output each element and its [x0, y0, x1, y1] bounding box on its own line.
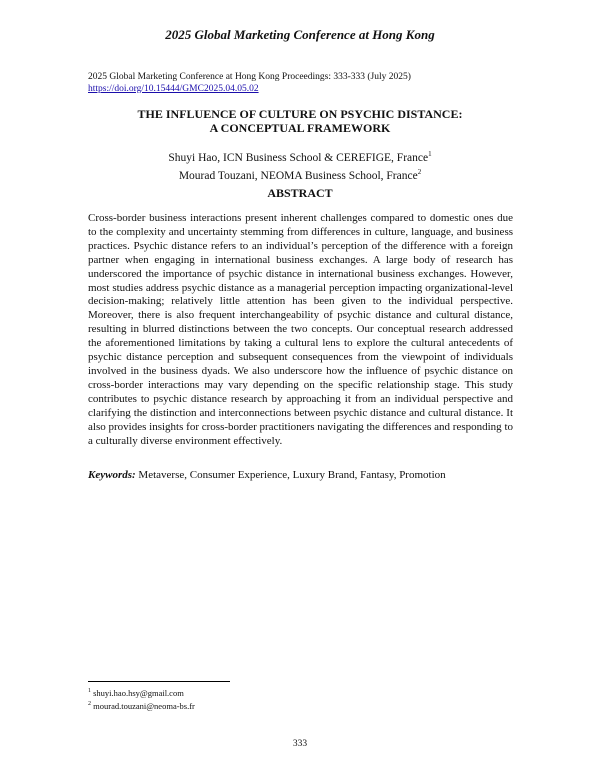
keywords [88, 469, 513, 481]
footnote-1-mark: 1 [88, 688, 91, 694]
author-2-text: Mourad Touzani, NEOMA Business School, France [178, 169, 418, 182]
footnote-1 [88, 686, 195, 699]
footnote-2-mark: 2 [88, 700, 91, 707]
abstract-heading: ABSTRACT [267, 186, 333, 200]
author-2 [0, 165, 600, 183]
footnote-2-email: mourad.touzani@neoma-bs.fr [93, 700, 195, 711]
author-list [0, 147, 600, 183]
paper-title-line-1: THE INFLUENCE OF CULTURE ON PSYCHIC DISTANCE: [137, 107, 463, 121]
author-1-footnote-mark: 1 [428, 150, 432, 158]
footnote-1-email: shuyi.hao.hsy@gmail.com [93, 687, 184, 698]
paper-title-line-2: A CONCEPTUAL FRAMEWORK [209, 121, 391, 135]
author-2-footnote-mark: 2 [417, 167, 422, 176]
proceedings-info [88, 71, 411, 95]
author-1-text: Shuyi Hao, ICN Business School & CEREFIGE, France [168, 151, 429, 164]
footnote-divider [88, 681, 230, 682]
footnote-2 [88, 699, 195, 712]
abstract-body: Cross-border business interactions present inherent challenges compared to domestic ones due to the complexity and uncertainty stemming from differences in culture, language, and business practices. Psychic distance refers to an individual’s perception of the difference with a foreign partner when engaging in international business exchanges. A large body of research has underscored the importance of psychic distance in international business exchanges. However, most studies address psychic distance as a managerial perception impacting organizational-level decision-making; relatively little attention has been given to the individual perspective. Moreover, there is also frequent interchangeability of psychic distance and cultural distance, resulting in blurred distinctions between the two concepts. Our conceptual research addressed the aforementioned limitations by taking a cultural lens to explore the cultural antecedents of psychic distance perception and subsequent consequences from the viewpoint of individuals involved in the business dyads. We also underscore how the influence of psychic distance on cross-border interactions may vary depending on the specific relationship stage. This study contributes to psychic distance research by approaching it from an individual perspective and clarifying the distinction and interconnections between psychic distance and cultural distance. It also provides insights for cross-border practitioners navigating the differences and responding to a culturally diverse environment effectively. [88, 212, 513, 447]
doi-link[interactable]: https://doi.org/10.15444/GMC2025.04.05.02 [88, 84, 259, 94]
page-number: 333 [292, 739, 308, 749]
keywords-label: Keywords: [88, 469, 136, 481]
proceedings-citation: 2025 Global Marketing Conference at Hong Kong Proceedings: 333-333 (July 2025) [88, 72, 411, 82]
keywords-text: Metaverse, Consumer Experience, Luxury Brand, Fantasy, Promotion [138, 469, 446, 481]
footnotes [88, 686, 195, 712]
paper-title [0, 107, 600, 135]
author-1 [0, 147, 600, 165]
running-header: 2025 Global Marketing Conference at Hong Kong [165, 27, 435, 42]
